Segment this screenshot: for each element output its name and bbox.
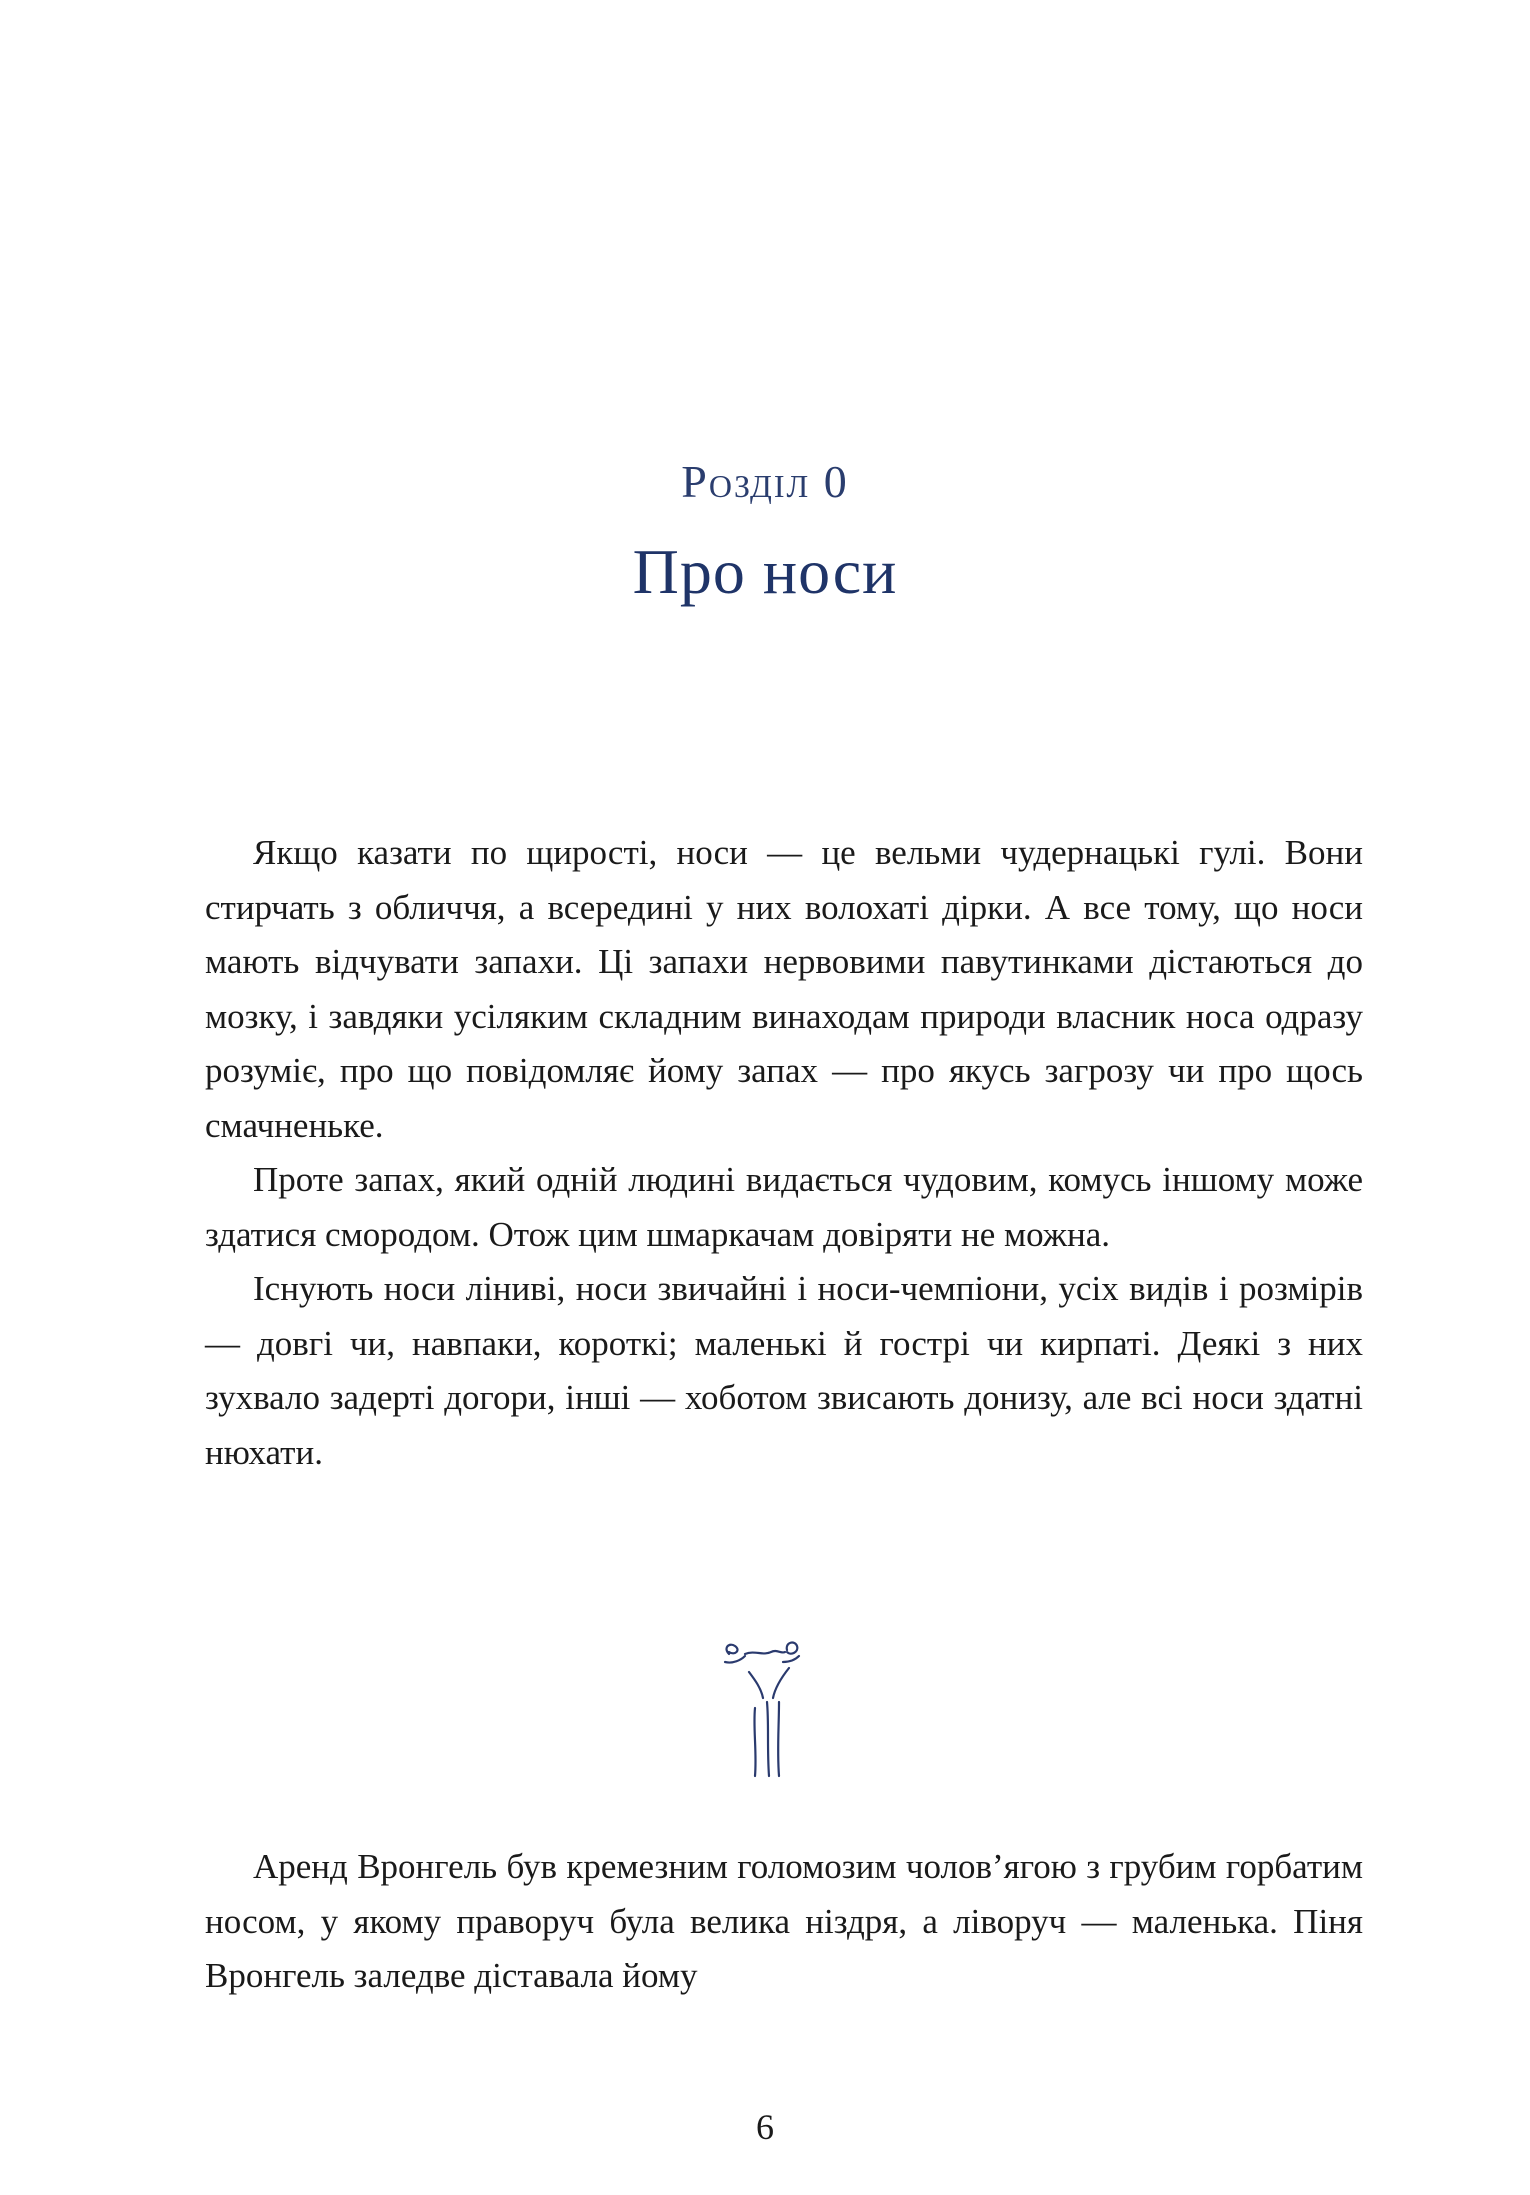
section-1-text	[205, 826, 1363, 1480]
paragraph-3: Існують носи ліниві, носи звичайні і носи-чемпіони, усіх видів і розмірів — довгі чи, навпаки, короткі; маленькі й гострі чи кирпаті. Деякі з них зухвало задерті догори, інші — хоботом звисають донизу, але всі носи здатні нюхати.	[205, 1269, 1363, 1472]
page-number: 6	[756, 2107, 774, 2147]
chapter-title: Про носи	[632, 536, 898, 607]
paragraph-1: Якщо казати по щирості, носи — це вельми чудернацькі гулі. Вони стирчать з обличчя, а всередині у них волохаті дірки. А все тому, що носи мають відчувати запахи. Ці запахи нервовими павутинками дістаються до мозку, і завдяки усіляким складним винаходам природи власник носа одразу розуміє, про що повідомляє йому запах — про якусь загрозу чи про щось смачненьке.	[205, 833, 1363, 1145]
chapter-label: Розділ 0	[681, 456, 849, 507]
nose-sketch-icon	[715, 1632, 815, 1782]
section-2-text	[205, 1840, 1363, 2004]
paragraph-4: Аренд Вронгель був кремезним голомозим чолов’ягою з грубим горбатим носом, у якому праворуч була велика ніздря, а ліворуч — маленька. Піня Вронгель заледве діставала йому	[205, 1847, 1363, 1995]
paragraph-2: Проте запах, який одній людині видається чудовим, комусь іншому може здатися смородом. Отож цим шмаркачам довіряти не можна.	[205, 1160, 1363, 1254]
